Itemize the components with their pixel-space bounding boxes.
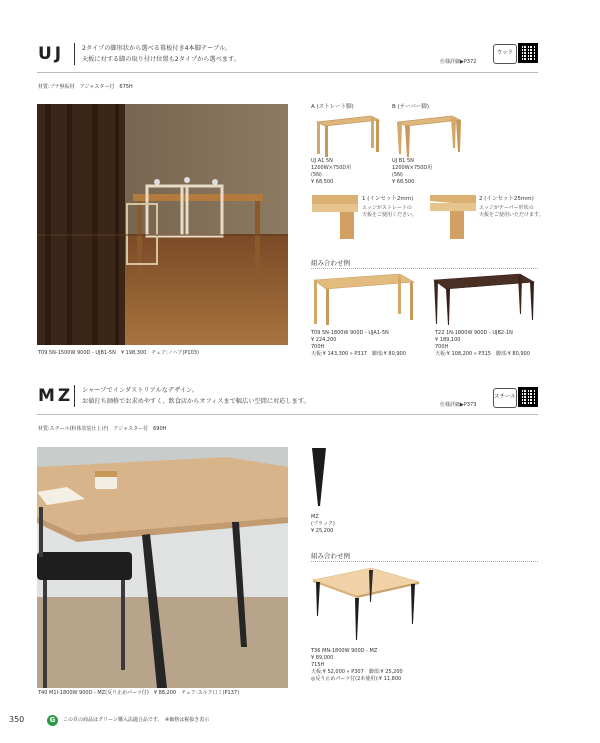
uj-material: 材質:ブナ無垢材 アジャスター付 675H [38,84,133,90]
mz-leg-code: MZ [311,514,319,520]
mz-combo-height: 715H [311,662,325,668]
uj-inset-2-note-line1: エッジがテーパー形状の [479,205,534,211]
mz-qr-code[interactable] [518,387,538,407]
mz-header-rule [37,414,538,415]
green-purchase-icon: G [47,715,58,726]
uj-leg-a-info [311,158,351,186]
uj-combo-2-image [432,272,538,326]
mz-leg-image [310,448,330,508]
green-note: この頁の商品はグリーン購入法適合品です。 ※価格は税抜き表示 [63,717,210,723]
uj-leg-a-code: UJ A1 5N [311,158,333,164]
uj-combo-1-height: 700H [311,344,325,350]
uj-combo-1-image [312,272,417,326]
uj-inset-2-note [479,205,544,219]
mz-combo-image [311,566,421,642]
uj-inset-1-note [362,205,417,219]
mz-combo-info [311,648,403,683]
uj-inset-2-image [430,195,476,239]
mz-combo-parts: 天板:¥ 52,000 » P307 脚部:¥ 25,200 [311,669,403,675]
uj-combo-heading: 組み合わせ例 [311,258,538,269]
uj-detail-link[interactable]: 仕様詳細▶P372 [440,59,477,65]
mz-combo-code: T36 MN-1800W 900D - MZ [311,648,378,654]
mz-desc-line2: お値打ち価格でお求めやすく、飲食店からオフィスまで幅広い空間に対応します。 [82,398,310,405]
uj-leg-b-price: ¥ 68,500 [392,179,415,185]
uj-combo-1-code: T09 5N-1800W 900D - UJA1-5N [311,330,389,336]
uj-leg-b-size: 1200W×750D用 [392,165,433,171]
uj-header-rule [37,72,538,73]
uj-description [82,43,240,65]
mz-combo-heading: 組み合わせ例 [311,551,538,562]
uj-inset-1-image [312,195,358,239]
uj-leg-b-image [392,114,462,158]
mz-leg-finish: (ブラック) [311,521,335,527]
title-divider [74,385,75,407]
uj-combo-2-parts: 天板:¥ 108,200 » P315 脚部:¥ 80,900 [435,351,530,357]
uj-inset-2-label: 2 (インセット25mm) [479,196,534,202]
uj-inset-1-label: 1 (インセット2mm) [362,196,414,202]
uj-inset-2-note-line2: 天板をご使用いただけます。 [479,212,544,218]
uj-combo-2-height: 700H [435,344,449,350]
uj-combo-2-info [435,330,530,358]
uj-leg-a-size: 1200W×750D用 [311,165,352,171]
uj-desc-line2: 天板に対する脚の取り付け位置も2タイプから選べます。 [82,56,240,63]
title-divider [74,43,75,65]
uj-leg-b-code: UJ B1 5N [392,158,414,164]
mz-combo-price: ¥ 89,000 [311,655,334,661]
uj-inset-1-note-line1: エッジがストレートの [362,205,412,211]
uj-combo-1-info [311,330,406,358]
mz-photo-caption: T40 M1I-1800W 900D - MZ(反り止めパーツ付) ¥ 88,200 チェア:スルク口ミ(P137) [38,690,240,696]
uj-desc-line1: 2タイプの脚形状から選べる幕板付き4本脚テーブル。 [82,45,231,52]
uj-leg-b-finish: (5N) [392,172,403,178]
mz-combo-parts-note: ◎反り止めパーツ付(2本使用):¥ 11,800 [311,676,402,682]
mz-leg-price: ¥ 25,200 [311,528,334,534]
mz-leg-info [311,514,335,535]
uj-qr-code[interactable] [518,43,538,63]
uj-leg-a-label: A (ストレート脚) [311,104,354,110]
uj-product-photo [37,104,288,345]
uj-leg-b-info [392,158,432,186]
uj-title: UJ [38,44,65,64]
page-number: 350 [9,715,25,724]
uj-category-tag: ウッド [493,44,517,64]
uj-photo-caption: T09 5N-1500W 900D - UJB1-5N ¥ 198,300 チェア:ノヘア(P103) [38,350,199,356]
mz-product-photo [37,447,288,688]
mz-title: MZ [38,386,74,406]
uj-combo-1-parts: 天板:¥ 143,300 » P317 脚部:¥ 80,900 [311,351,406,357]
uj-inset-1-note-line2: 天板をご使用ください。 [362,212,418,218]
uj-leg-b-label: B (テーパー脚) [392,104,430,110]
uj-combo-2-code: T22 1N-1800W 900D - UJB2-1N [435,330,513,336]
mz-category-tag: スチール [493,388,517,408]
mz-material: 材質:スチール(粉体塗装仕上げ) アジャスター付 690H [38,426,167,432]
mz-description [82,385,310,407]
uj-combo-1-price: ¥ 224,200 [311,337,337,343]
uj-combo-2-price: ¥ 189,100 [435,337,461,343]
uj-leg-a-finish: (5N) [311,172,322,178]
mz-desc-line1: シャープでインダストリアルなデザイン。 [82,387,198,394]
mz-detail-link[interactable]: 仕様詳細▶P373 [440,402,477,408]
uj-leg-a-image [311,114,381,158]
uj-leg-a-price: ¥ 68,500 [311,179,334,185]
